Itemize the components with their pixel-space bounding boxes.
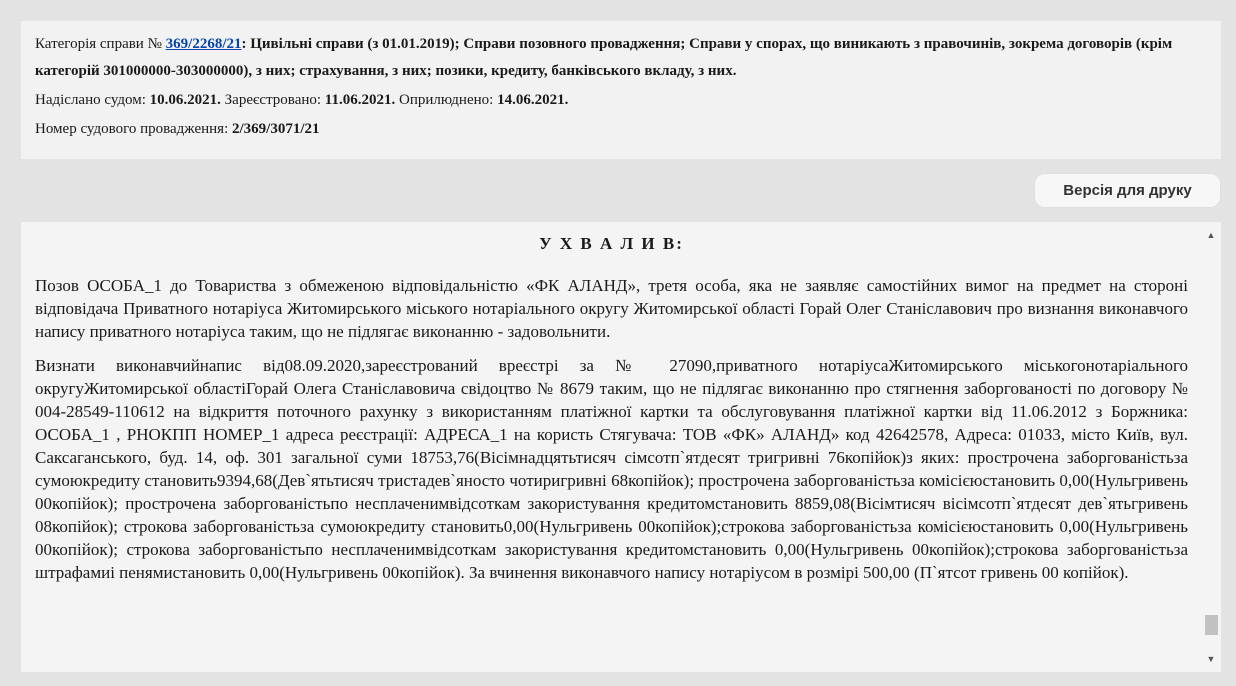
sent-label: Надіслано судом: [35, 92, 150, 108]
document-title: У Х В А Л И В: [539, 234, 684, 253]
document-viewer[interactable] [21, 222, 1221, 672]
document-paragraph-1: Позов ОСОБА_1 до Товариства з обмеженою відповідальністю «ФК АЛАНД», третя особа, яка не заявляє самостійних вимог на предмет на стороні відповідача Приватного нотаріуса Житомирського міського нотаріального округу Житомирської області Горай Олег Станіславович про визнання виконавчого напису приватного нотаріуса таким, що не підлягає виконанню - задовольнити. [35, 276, 1188, 341]
category-label: Категорія справи № [35, 36, 166, 52]
case-info-panel [21, 21, 1221, 159]
category-text: : Цивільні справи (з 01.01.2019); Справи позовного провадження; Справи у спорах, що виникають з правочинів, зокрема договорів (крім категорій 301000000-303000000), з них; страхування, з них; позики, кредиту, банківського вкладу, з них. [35, 36, 1173, 79]
registered-date: 11.06.2021. [324, 92, 396, 108]
document-content [35, 222, 1188, 595]
scroll-up-icon[interactable]: ▲ [1206, 230, 1216, 240]
vertical-scrollbar[interactable] [1201, 222, 1221, 672]
case-category [35, 31, 1207, 85]
scroll-down-icon[interactable]: ▼ [1206, 654, 1216, 664]
published-label: Оприлюднено: [395, 92, 498, 108]
case-number-link[interactable]: 369/2268/21 [165, 36, 242, 52]
print-version-button[interactable]: Версія для друку [1035, 174, 1220, 207]
proceeding-row [35, 116, 1207, 143]
registered-label: Зареєстровано: [220, 92, 325, 108]
proceeding-label: Номер судового провадження: [35, 121, 232, 137]
document-paragraph-2: Визнати виконавчийнапис від08.09.2020,зареєстрований вреєстрі за № 27090,приватного нотаріусаЖитомирського міськогонотаріального округуЖитомирської областіГорай Олега Станіславовича свідоцтво № 8679 таким, що не підлягає виконанню про стягнення заборгованості по договору № 004-28549-110612 на відкриття поточного рахунку з використанням платіжної картки та обслуговування платіжної картки від 11.06.2012 з Боржника: ОСОБА_1 , РНОКПП НОМЕР_1 адреса реєстрації: АДРЕСА_1 на користь Стягувача: ТОВ «ФК» АЛАНД» код 42642578, Адреса: 01033, місто Київ, вул. Саксаганського, буд. 14, оф. 301 загальної суми 18753,76(Вісімнадцятьтисяч сімсотп`ятдесят тригривні 76копійок)з яких: прострочена заборгованістьза сумоюкредиту становить9394,68(Дев`ятьтисяч тристадев`яносто чотиригривні 68копійок); прострочена заборгованістьза комісієюстановить 0,00(Нульгривень 00копійок); прострочена заборгованістьпо несплаченимвідсоткам закористування кредитомстановить 8859,08(Вісімтисяч вісімсотп`ятдесят дев`ятьгривень 08копійок); строкова заборгованістьза сумоюкредиту становить0,00(Нульгривень 00копійок);строкова заборгованістьза комісієюстановить 0,00(Нульгривень 00копійок); строкова заборгованістьпо несплаченимвідсоткам закористування кредитомстановить 0,00(Нульгривень 00копійок);строкова заборгованістьза штрафамиі пенямистановить 0,00(Нульгривень 00копійок). За вчинення виконавчого напису нотаріусом в розмірі 500,00 (П`ятсот гривень 00 копійок). [35, 356, 1188, 582]
proceeding-number: 2/369/3071/21 [232, 121, 320, 137]
sent-date: 10.06.2021. [149, 92, 221, 108]
published-date: 14.06.2021. [497, 92, 569, 108]
scroll-thumb[interactable] [1205, 615, 1218, 635]
case-dates [35, 87, 1207, 114]
